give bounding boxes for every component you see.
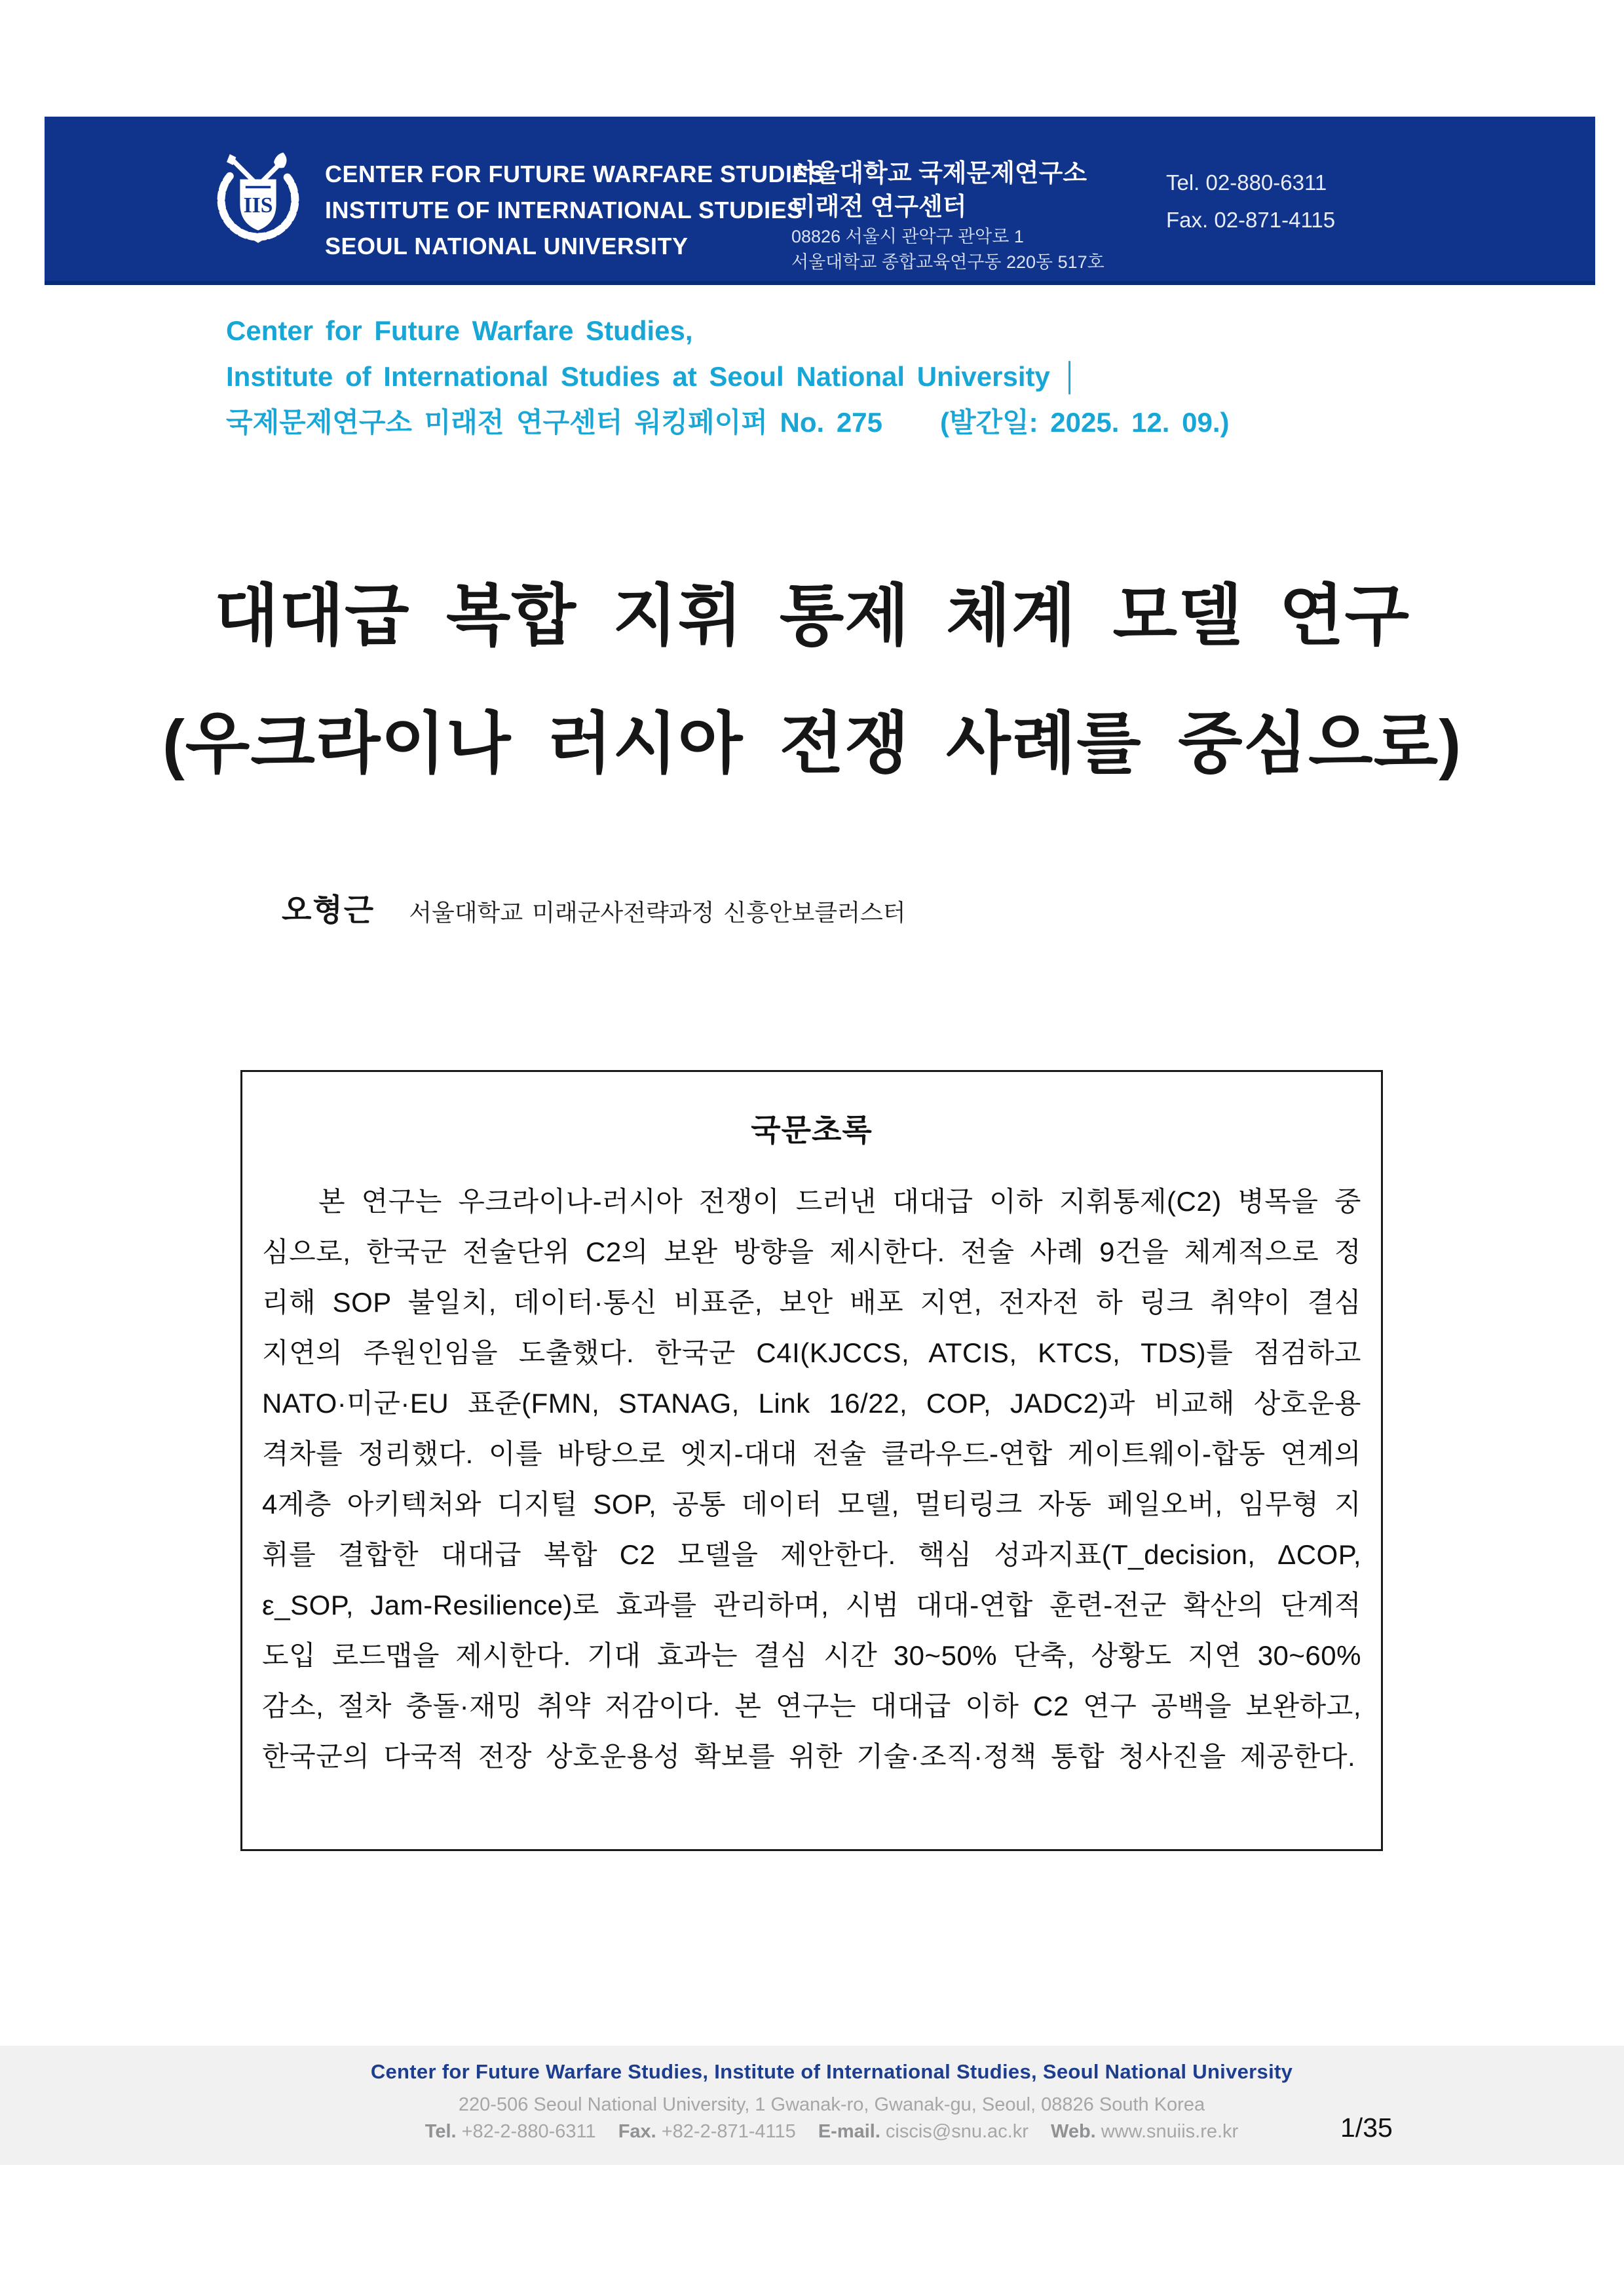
footer-web-value: www.snuiis.re.kr xyxy=(1101,2121,1239,2142)
footer-address: 220-506 Seoul National University, 1 Gwanak-ro, Gwanak-gu, Seoul, 08826 South Korea xyxy=(458,2094,1205,2115)
footer-fax-value: +82-2-871-4115 xyxy=(661,2121,796,2142)
author-affiliation: 서울대학교 미래군사전략과정 신흥안보클러스터 xyxy=(409,899,906,926)
masthead-line1: Center for Future Warfare Studies, xyxy=(226,315,693,346)
author-row xyxy=(282,886,906,930)
footer-web-label: Web. xyxy=(1050,2121,1096,2142)
banner-org-en-line2: INSTITUTE OF INTERNATIONAL STUDIES xyxy=(325,197,803,223)
author-name: 오형근 xyxy=(282,892,375,927)
banner-org-ko-line1: 서울대학교 국제문제연구소 xyxy=(791,160,1087,187)
masthead-line2: Institute of International Studies at Seoul National University │ xyxy=(226,361,1080,392)
paper-title xyxy=(0,552,1624,808)
banner-org-ko-line2: 미래전 연구센터 xyxy=(791,193,967,221)
masthead-series-number: 국제문제연구소 미래전 연구센터 워킹페이퍼 No. 275 xyxy=(226,407,882,438)
footer-band xyxy=(0,2046,1624,2165)
footer-organization: Center for Future Warfare Studies, Institute of International Studies, Seoul National University xyxy=(370,2060,1293,2083)
masthead-publish-date: (발간일: 2025. 12. 09.) xyxy=(939,407,1230,438)
series-masthead xyxy=(226,308,1230,446)
footer-tel-label: Tel. xyxy=(425,2121,457,2142)
snu-iis-emblem-logo xyxy=(208,149,308,252)
footer-tel-value: +82-2-880-6311 xyxy=(461,2121,596,2142)
footer-email-value: ciscis@snu.ac.kr xyxy=(885,2121,1029,2142)
banner-contact xyxy=(1166,164,1335,239)
page-number: 1/35 xyxy=(1340,2113,1393,2143)
banner-org-en-line1: CENTER FOR FUTURE WARFARE STUDIES xyxy=(325,161,825,187)
footer-fax-label: Fax. xyxy=(618,2121,656,2142)
header-banner xyxy=(45,117,1595,285)
abstract-heading: 국문초록 xyxy=(751,1113,873,1147)
paper-title-line2: (우크라이나 러시아 전쟁 사례를 중심으로) xyxy=(162,706,1462,781)
abstract-body: 본 연구는 우크라이나-러시아 전쟁이 드러낸 대대급 이하 지휘통제(C2) 병목을 중심으로, 한국군 전술단위 C2의 보완 방향을 제시한다. 전술 사례 9건을 체계적으로 정리해 SOP 불일치, 데이터·통신 비표준, 보안 배포 지연, 전자전 하 링크 취약이 결심 지연의 주원인임을 도출했다. 한국군 C4I(KJCCS, ATCIS, KTCS, TDS)를 점검하고 NATO·미군·EU 표준(FMN, STANAG, Link 16/22, COP, JADC2)과 비교해 상호운용 격차를 정리했다. 이를 바탕으로 엣지-대대 전술 클라우드-연합 게이트웨이-합동 연계의 4계층 아키텍처와 디지털 SOP, 공통 데이터 모델, 멀티링크 자동 페일오버, 임무형 지휘를 결합한 대대급 복합 C2 모델을 제안한다. 핵심 성과지표(T_decision, ΔCOP, ε_SOP, Jam-Resilience)로 효과를 관리하며, 시범 대대-연합 훈련-전군 확산의 단계적 도입 로드맵을 제시한다. 기대 효과는 결심 시간 30~50% 단축, 상황도 지연 30~60% 감소, 절차 충돌·재밍 취약 저감이다. 본 연구는 대대급 이하 C2 연구 공백을 보완하고, 한국군의 다국적 전장 상호운용성 확보를 위한 기술·조직·정책 통합 청사진을 제공한다. xyxy=(262,1186,1361,1772)
footer-email-label: E-mail. xyxy=(818,2121,880,2142)
banner-address-line2: 서울대학교 종합교육연구동 220동 517호 xyxy=(791,252,1105,272)
banner-org-korean xyxy=(791,157,1105,275)
banner-fax: Fax. 02-871-4115 xyxy=(1166,208,1336,232)
banner-org-english xyxy=(325,156,825,264)
masthead-line3 xyxy=(226,400,1230,446)
banner-address-line1: 08826 서울시 관악구 관악로 1 xyxy=(791,227,1024,246)
abstract-box xyxy=(240,1070,1383,1851)
paper-title-line1: 대대급 복합 지휘 통제 체계 모델 연구 xyxy=(214,579,1410,653)
svg-text:IIS: IIS xyxy=(243,193,273,218)
banner-org-en-line3: SEOUL NATIONAL UNIVERSITY xyxy=(325,233,689,259)
banner-tel: Tel. 02-880-6311 xyxy=(1166,170,1327,195)
